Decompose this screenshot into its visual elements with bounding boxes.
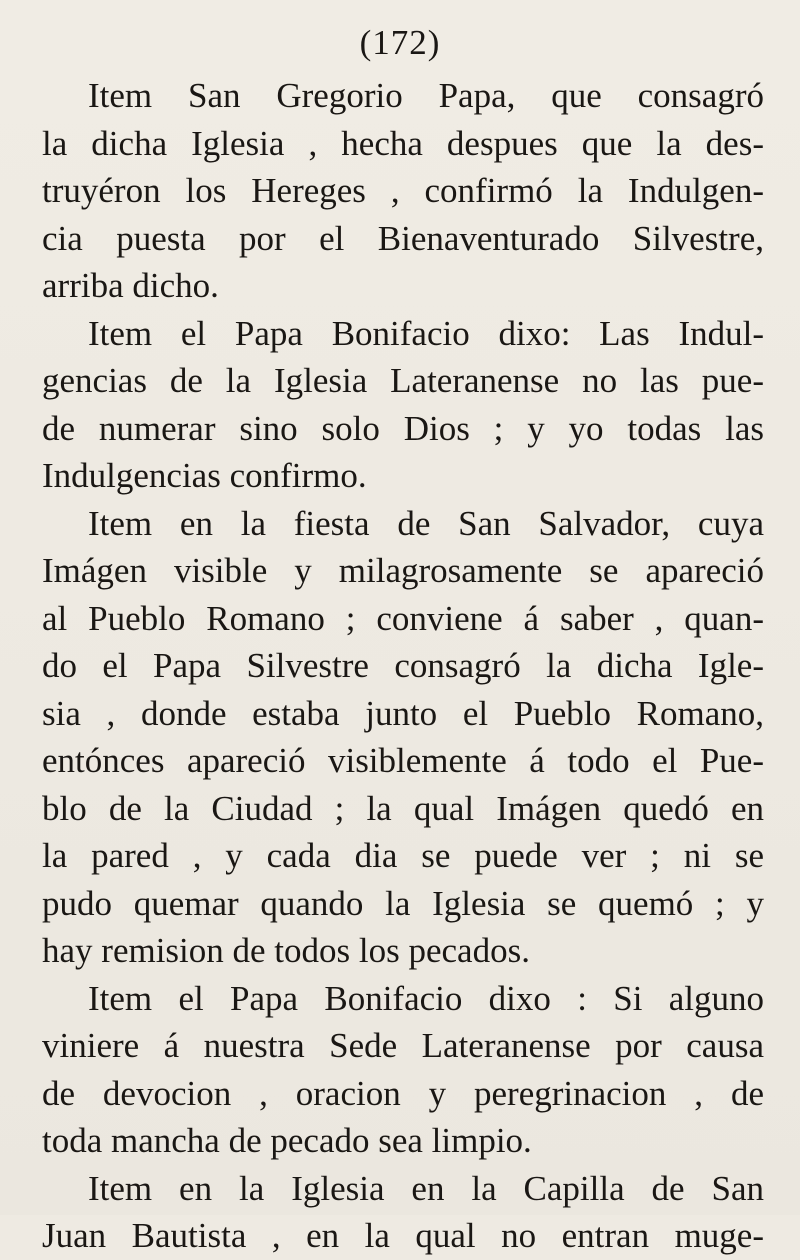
text-line: Indulgencias confirmo.: [42, 456, 367, 495]
text-line: la dicha Iglesia , hecha despues que la des-: [42, 123, 764, 163]
text-line: Item San Gregorio Papa, que consagró: [88, 76, 764, 115]
text-line: viniere á nuestra Sede Lateranense por causa: [42, 1026, 764, 1065]
text-line: Juan Bautista , en la qual no entran muge-: [42, 1216, 764, 1255]
text-line: Imágen visible y milagrosamente se apareció: [42, 551, 764, 590]
text-line: Item el Papa Bonifacio dixo : Si alguno: [88, 978, 764, 1018]
text-line: sia , donde estaba junto el Pueblo Romano,: [42, 693, 764, 733]
text-line: Item el Papa Bonifacio dixo: Las Indul-: [88, 313, 764, 353]
page-number: (172): [359, 23, 441, 62]
text-line: de devocion , oracion y peregrinacion , de: [42, 1073, 764, 1113]
text-line: toda mancha de pecado sea limpio.: [42, 1121, 532, 1160]
text-line: de numerar sino solo Dios ; y yo todas las: [42, 408, 764, 448]
text-line: pudo quemar quando la Iglesia se quemó ; y: [42, 883, 764, 923]
text-line: blo de la Ciudad ; la qual Imágen quedó en: [42, 788, 764, 828]
text-line: Item en la Iglesia en la Capilla de San: [88, 1168, 764, 1208]
text-line: do el Papa Silvestre consagró la dicha Igle-: [42, 646, 764, 685]
body-text: [42, 72, 764, 1260]
text-line: al Pueblo Romano ; conviene á saber , quan-: [42, 598, 764, 638]
text-line: Item en la fiesta de San Salvador, cuya: [88, 503, 764, 543]
text-line: cia puesta por el Bienaventurado Silvestre,: [42, 218, 764, 258]
text-line: la pared , y cada dia se puede ver ; ni se: [42, 836, 764, 875]
text-line: hay remision de todos los pecados.: [42, 931, 530, 970]
text-line: entónces apareció visiblemente á todo el Pue-: [42, 741, 764, 780]
text-line: arriba dicho.: [42, 266, 219, 305]
text-line: gencias de la Iglesia Lateranense no las pue-: [42, 361, 764, 400]
text-line: truyéron los Hereges , confirmó la Indulgen-: [42, 171, 764, 210]
